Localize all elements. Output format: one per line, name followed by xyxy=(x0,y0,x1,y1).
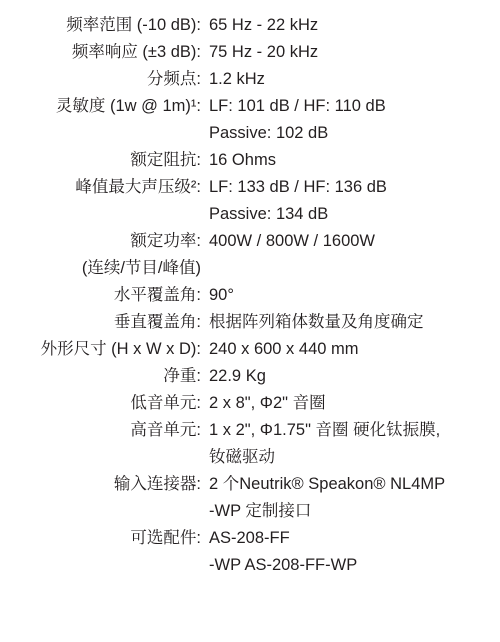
spec-row-vertical-coverage xyxy=(0,309,500,336)
spec-label: 外形尺寸 (H x W x D): xyxy=(40,340,201,358)
spec-value-line: LF: 133 dB / HF: 136 dB xyxy=(209,178,387,196)
spec-value-line: 2 x 8", Φ2" 音圈 xyxy=(209,394,326,412)
spec-value-line: 1 x 2", Φ1.75" 音圈 硬化钛振膜, xyxy=(209,421,441,439)
spec-value-line: 65 Hz - 22 kHz xyxy=(209,16,319,34)
spec-value-line: 16 Ohms xyxy=(209,151,276,169)
spec-value-line: AS-208-FF xyxy=(209,529,290,547)
spec-value xyxy=(203,363,500,390)
spec-value xyxy=(203,282,500,309)
spec-value-line: Passive: 134 dB xyxy=(209,205,329,223)
spec-row-power-note xyxy=(0,255,500,282)
spec-value-line: -WP AS-208-FF-WP xyxy=(209,556,358,574)
spec-value xyxy=(203,12,500,39)
spec-label: 可选配件: xyxy=(130,529,201,547)
spec-row-dimensions xyxy=(0,336,500,363)
spec-value xyxy=(203,417,500,471)
spec-value xyxy=(203,228,500,255)
spec-value-line: 根据阵列箱体数量及角度确定 xyxy=(209,313,424,331)
spec-value-line: 1.2 kHz xyxy=(209,70,265,88)
spec-value xyxy=(203,147,500,174)
spec-label: 净重: xyxy=(163,367,201,385)
spec-row-sensitivity xyxy=(0,93,500,147)
spec-value xyxy=(203,336,500,363)
spec-value-line: 90° xyxy=(209,286,234,304)
spec-row-frequency-response xyxy=(0,39,500,66)
spec-value xyxy=(203,525,500,579)
spec-value-line: 240 x 600 x 440 mm xyxy=(209,340,359,358)
spec-row-crossover xyxy=(0,66,500,93)
spec-value-line: 75 Hz - 20 kHz xyxy=(209,43,319,61)
spec-label: (连续/节目/峰值) xyxy=(81,259,201,277)
spec-row-lf-driver xyxy=(0,390,500,417)
spec-value xyxy=(203,390,500,417)
spec-table xyxy=(0,12,500,579)
spec-value-line: 2 个Neutrik® Speakon® NL4MP xyxy=(209,475,446,493)
spec-value-line: -WP 定制接口 xyxy=(209,502,312,520)
spec-value xyxy=(203,309,500,336)
spec-value xyxy=(203,39,500,66)
spec-row-input-connector xyxy=(0,471,500,525)
spec-label: 水平覆盖角: xyxy=(113,286,201,304)
spec-value-line: 钕磁驱动 xyxy=(209,448,275,466)
spec-row-weight xyxy=(0,363,500,390)
spec-row-horizontal-coverage xyxy=(0,282,500,309)
spec-value-line: Passive: 102 dB xyxy=(209,124,329,142)
spec-value xyxy=(203,471,500,525)
spec-label: 高音单元: xyxy=(130,421,201,439)
spec-label: 灵敏度 (1w @ 1m)¹: xyxy=(55,97,201,115)
spec-label: 频率范围 (-10 dB): xyxy=(66,16,201,34)
spec-row-impedance xyxy=(0,147,500,174)
spec-row-hf-driver xyxy=(0,417,500,471)
spec-label: 垂直覆盖角: xyxy=(113,313,201,331)
spec-label: 低音单元: xyxy=(130,394,201,412)
spec-label: 输入连接器: xyxy=(113,475,201,493)
spec-row-max-spl xyxy=(0,174,500,228)
spec-value xyxy=(203,66,500,93)
spec-row-frequency-range xyxy=(0,12,500,39)
spec-value xyxy=(203,93,500,147)
spec-value xyxy=(203,174,500,228)
spec-label: 额定功率: xyxy=(130,232,201,250)
spec-row-power xyxy=(0,228,500,255)
spec-label: 分频点: xyxy=(146,70,201,88)
spec-value-line: LF: 101 dB / HF: 110 dB xyxy=(209,97,386,115)
spec-label: 频率响应 (±3 dB): xyxy=(71,43,201,61)
spec-value-line: 400W / 800W / 1600W xyxy=(209,232,375,250)
spec-label: 额定阻抗: xyxy=(130,151,201,169)
spec-row-accessories xyxy=(0,525,500,579)
spec-value-line: 22.9 Kg xyxy=(209,367,266,385)
spec-label: 峰值最大声压级²: xyxy=(75,178,201,196)
